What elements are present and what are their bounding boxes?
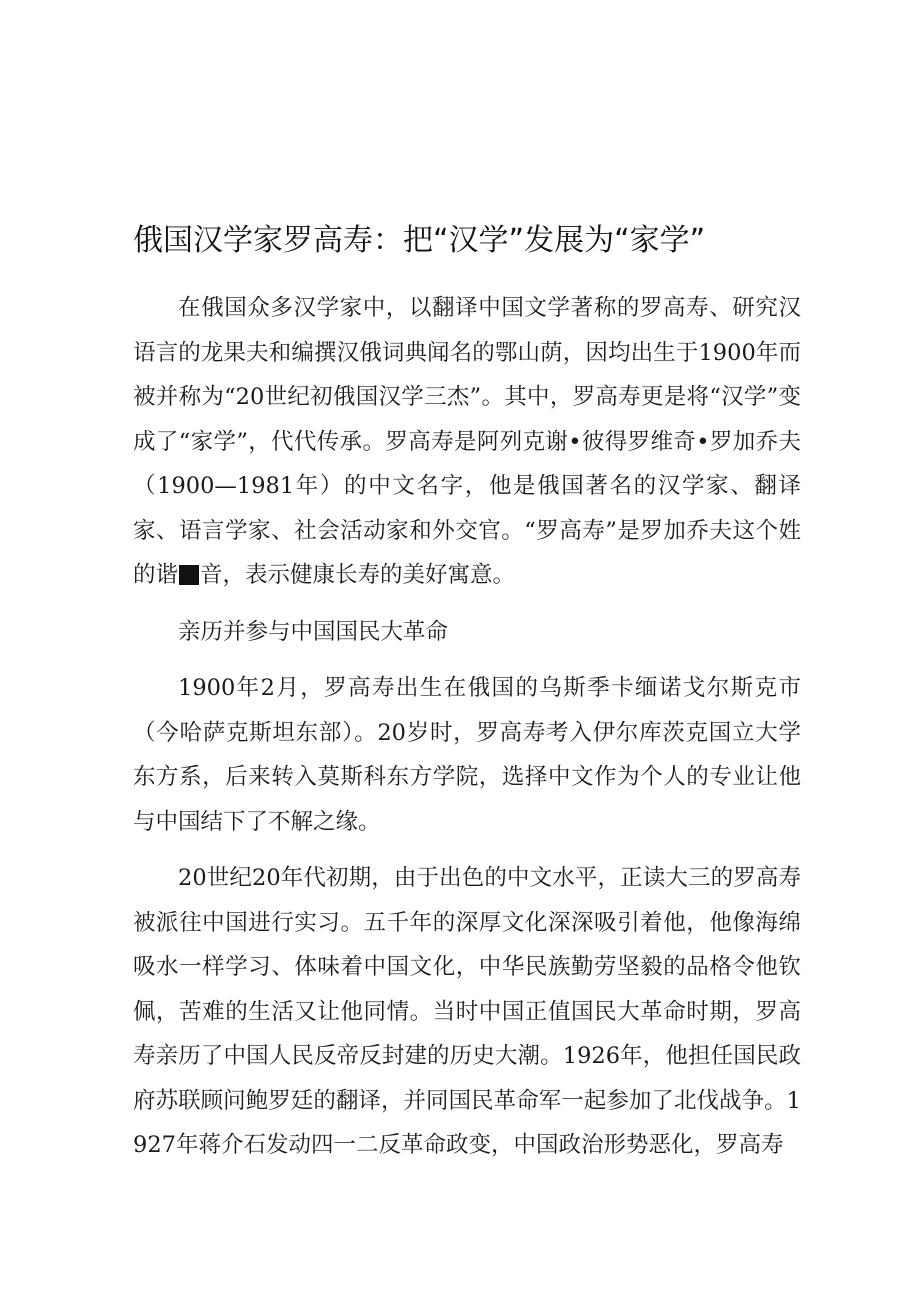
section-heading: 亲历并参与中国国民大革命 [178, 618, 449, 645]
body-paragraph-1: 1900年2月，罗高寿出生在俄国的乌斯季卡缅诺戈尔斯克市（今哈萨克斯坦东部）。20岁时，罗高寿考入伊尔库茨克国立大学东方系，后来转入莫斯科东方学院，选择中文作为个人的专业让他与中国结下了不解之缘。 [133, 675, 801, 835]
intro-text: 在俄国众多汉学家中，以翻译中国文学著称的罗高寿、研究汉语言的龙果夫和编撰汉俄词典闻名的鄂山荫，因均出生于1900年而被并称为“20世纪初俄国汉学三杰”。其中，罗高寿更是将“汉学”变成了“家学”，代代传承。罗高寿是阿列克谢•彼得罗维奇•罗加乔夫（1900—1981年）的中文名字，他是俄国著名的汉学家、翻译家、语言学家、社会活动家和外交官。“罗高寿”是罗加乔夫这个姓的谐 [133, 295, 801, 588]
article-title: 俄国汉学家罗高寿：把“汉学”发展为“家学” [133, 223, 706, 258]
intro-paragraph [133, 286, 801, 598]
article-body [133, 218, 801, 1180]
body-paragraph-2: 20世纪20年代初期，由于出色的中文水平，正读大三的罗高寿被派往中国进行实习。五千年的深厚文化深深吸引着他，他像海绵吸水一样学习、体味着中国文化，中华民族勤劳坚毅的品格令他钦佩，苦难的生活又让他同情。当时中国正值国民大革命时期，罗高寿亲历了中国人民反帝反封建的历史大潮。1926年，他担任国民政府苏联顾问鲍罗廷的翻译，并同国民革命军一起参加了北伐战争。1927年蒋介石发动四一二反革命政变，中国政治形势恶化，罗高寿 [133, 865, 801, 1158]
redaction-block-icon [179, 565, 199, 585]
intro-text-end: 音，表示健康长寿的美好寓意。 [200, 562, 516, 588]
